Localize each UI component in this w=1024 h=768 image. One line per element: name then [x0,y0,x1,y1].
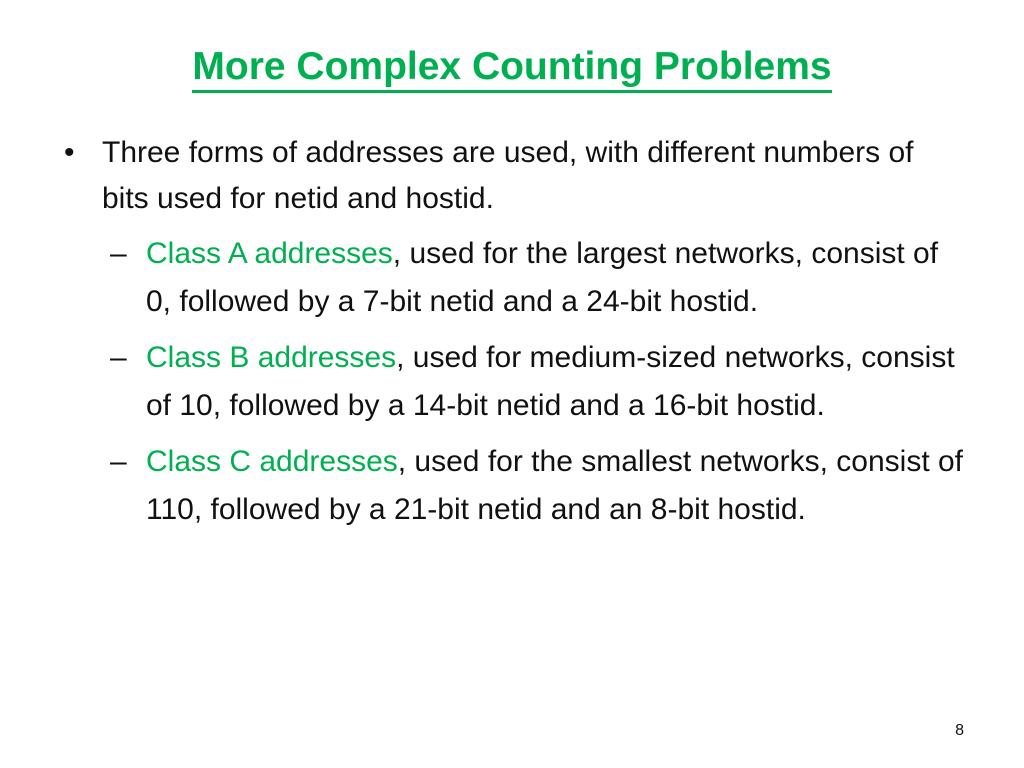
bullet-main-text: Three forms of addresses are used, with different numbers of bits used for netid and hostid. [102,136,914,215]
slide-title-container [0,44,1024,91]
sub-bullet-class-a [58,230,968,326]
slide-title: More Complex Counting Problems [192,45,831,93]
dash-marker: – [110,341,127,374]
sub-bullet-list [58,230,968,534]
class-a-text: , used for the largest networks, consist of 0, followed by a 7-bit netid and a 24-bit hostid. [146,237,939,318]
bullet-marker: • [64,136,75,169]
dash-marker: – [110,237,127,270]
class-c-label: Class C addresses [146,445,398,478]
class-c-text: , used for the smallest networks, consist of 110, followed by a 21-bit netid and an 8-bit hostid. [146,445,964,526]
page-number: 8 [955,722,964,739]
sub-bullet-class-c [58,438,968,534]
class-a-label: Class A addresses [146,237,393,270]
class-b-label: Class B addresses [146,341,397,374]
sub-bullet-class-b [58,334,968,430]
slide-body [58,130,968,542]
class-b-text: , used for medium-sized networks, consist of 10, followed by a 14-bit netid and a 16-bit hostid. [146,341,955,422]
bullet-main [58,130,968,222]
dash-marker: – [110,445,127,478]
